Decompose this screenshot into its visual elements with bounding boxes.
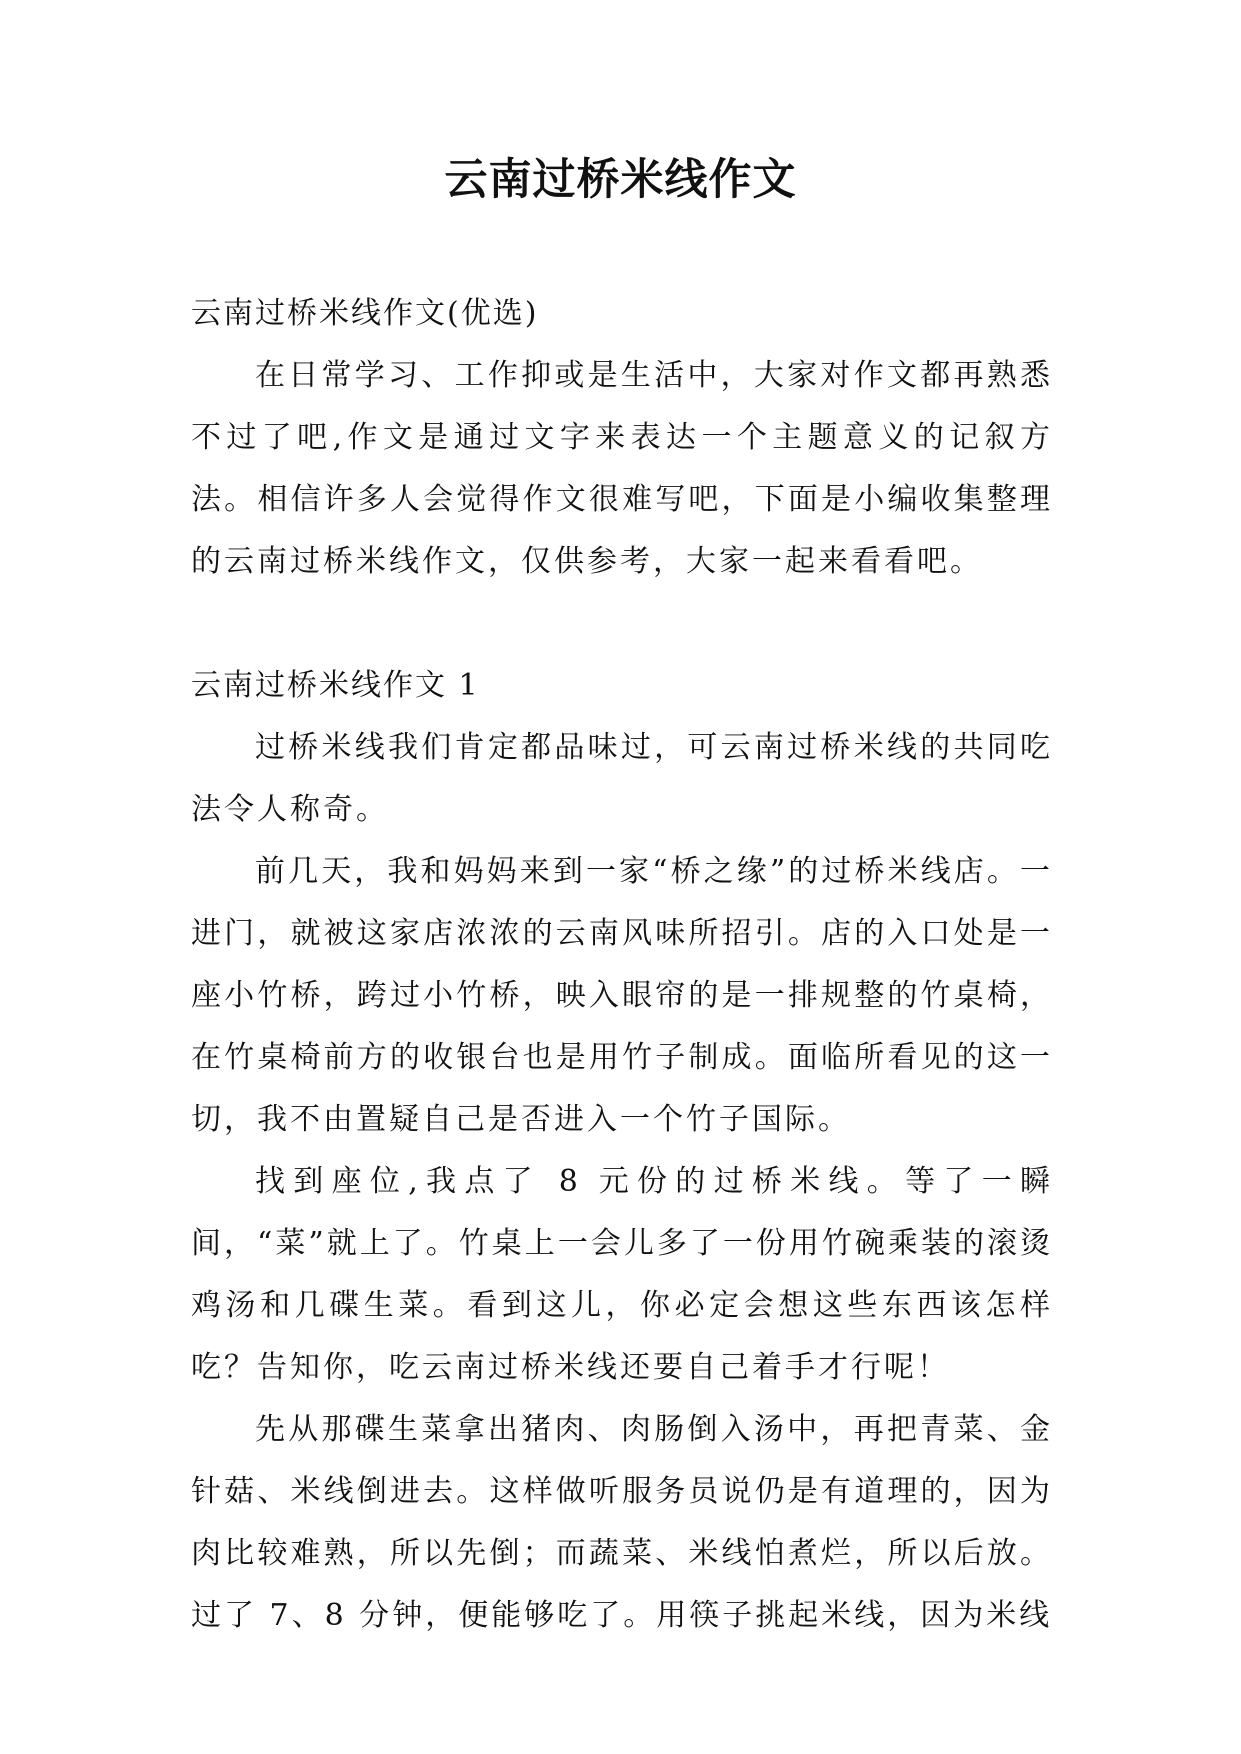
body-paragraph: 过桥米线我们肯定都品味过，可云南过桥米线的共同吃法令人称奇。 <box>191 730 1053 827</box>
document-title: 云南过桥米线作文 <box>444 155 797 205</box>
body-paragraph: 先从那碟生菜拿出猪肉、肉肠倒入汤中，再把青菜、金针菇、米线倒进去。这样做听服务员说仍是有道理的，因为肉比较难熟，所以先倒；而蔬菜、米线怕煮烂，所以后放。过了 7、8 分钟，便能够吃了。用筷子挑起米线，因为米线 <box>191 1412 1053 1633</box>
intro-paragraph: 在日常学习、工作抑或是生活中，大家对作文都再熟悉不过了吧,作文是通过文字来表达一个主题意义的记叙方法。相信许多人会觉得作文很难写吧，下面是小编收集整理的云南过桥米线作文，仅供参考，大家一起来看看吧。 <box>191 358 1053 579</box>
body-paragraph: 找到座位,我点了 8 元份的过桥米线。等了一瞬间，“菜”就上了。竹桌上一会儿多了一份用竹碗乘装的滚烫鸡汤和几碟生菜。看到这儿，你必定会想这些东西该怎样吃？告知你，吃云南过桥米线还要自己着手才行呢！ <box>191 1164 1053 1385</box>
body-paragraph: 前几天，我和妈妈来到一家“桥之缘”的过桥米线店。一进门，就被这家店浓浓的云南风味所招引。店的入口处是一座小竹桥，跨过小竹桥，映入眼帘的是一排规整的竹桌椅，在竹桌椅前方的收银台也是用竹子制成。面临所看见的这一切，我不由置疑自己是否进入一个竹子国际。 <box>191 854 1053 1137</box>
document-body <box>191 283 1053 1647</box>
document-subtitle: 云南过桥米线作文(优选) <box>191 296 539 331</box>
section-heading: 云南过桥米线作文 1 <box>191 668 480 703</box>
